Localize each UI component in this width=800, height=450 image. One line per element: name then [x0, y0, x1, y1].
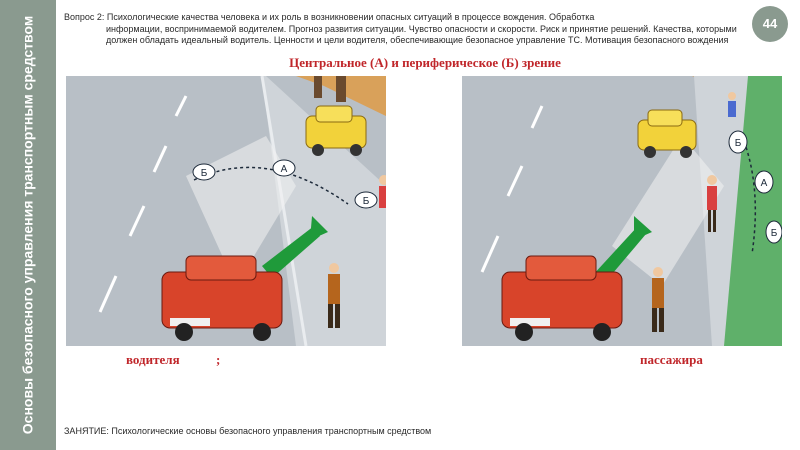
svg-text:Б: Б — [200, 168, 208, 179]
question-continuation: информации, воспринимаемой водителем. Прогноз развития ситуации. Чувство опасности и скорости. Риск и принятие решений. Качества, которыми должен обладать идеальный водитель. Ценности и цели водителя, обеспечивающие безопасное управление ТС. Мотивация безопасного вождения — [106, 23, 737, 45]
label-b-upper — [729, 131, 747, 153]
label-b-lower — [355, 192, 377, 208]
footer-lesson-title: ЗАНЯТИЕ: Психологические основы безопасного управления транспортным средством — [64, 426, 432, 436]
slide-number-badge: 44 — [752, 6, 788, 42]
building-window — [314, 76, 322, 98]
driver-vision-illustration — [66, 76, 386, 346]
sidebar — [0, 0, 56, 450]
pedestrian-woman — [379, 175, 386, 208]
sidebar-title: Основы безопасного управления транспортным средством — [19, 15, 36, 435]
label-b-lower — [766, 221, 782, 243]
caption-driver: водителя — [126, 352, 180, 367]
question-first-line: Вопрос 2: Психологические качества человека и их роль в возникновении опасных ситуаций в процессе вождения. Обработка — [64, 12, 595, 22]
label-a — [273, 160, 295, 176]
label-a — [755, 171, 773, 193]
svg-text:А: А — [760, 178, 768, 189]
svg-text:Б: Б — [362, 196, 370, 207]
caption-passenger: пассажира — [640, 352, 703, 367]
svg-text:А: А — [280, 164, 288, 175]
label-b-upper — [193, 164, 215, 180]
passenger-vision-illustration — [462, 76, 782, 346]
question-text — [64, 12, 744, 47]
svg-text:Б: Б — [770, 228, 778, 239]
svg-text:Б: Б — [734, 138, 742, 149]
building-window — [336, 76, 346, 102]
pedestrian-far — [728, 92, 736, 117]
slide-heading: Центральное (А) и периферическое (Б) зрение — [289, 55, 561, 70]
caption-separator: ; — [216, 352, 221, 367]
